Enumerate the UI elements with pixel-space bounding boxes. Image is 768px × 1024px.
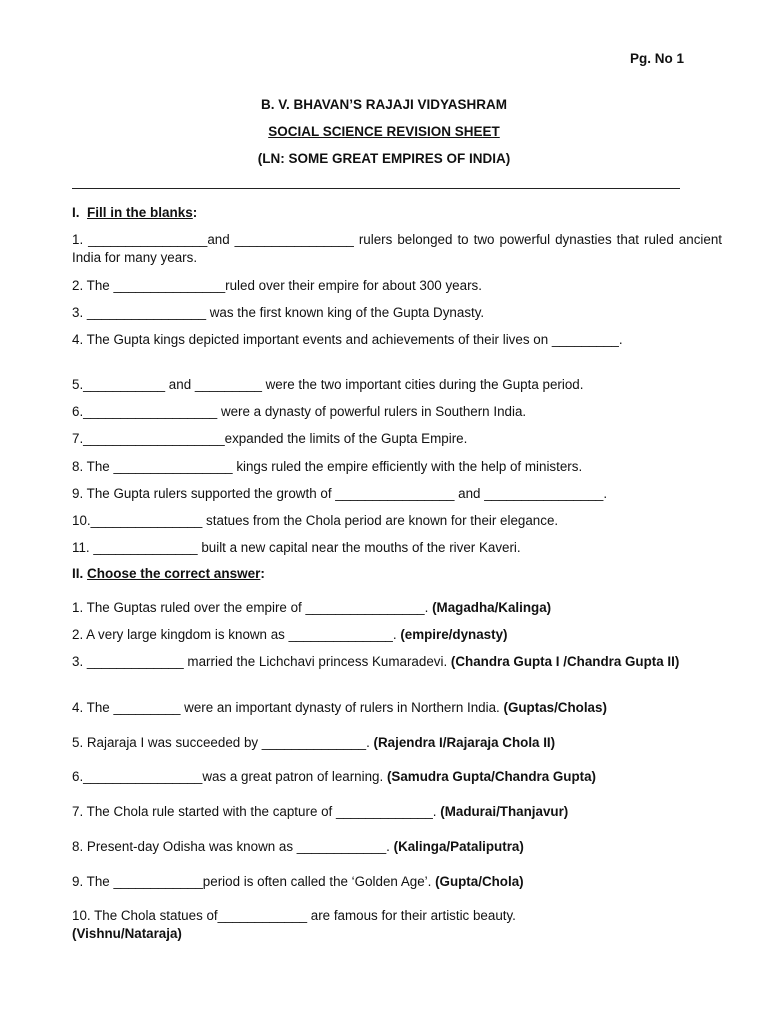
fill-blank-9: 9. The Gupta rulers supported the growth of ________________ and ________________. xyxy=(72,486,608,501)
fill-blank-5: 5.___________ and _________ were the two important cities during the Gupta period. xyxy=(72,377,584,392)
fill-blank-11: 11. ______________ built a new capital near the mouths of the river Kaveri. xyxy=(72,540,521,555)
mcq-2-options: (empire/dynasty) xyxy=(400,627,508,642)
mcq-7-options: (Madurai/Thanjavur) xyxy=(440,804,569,819)
mcq-6-text: 6.________________was a great patron of learning. xyxy=(72,769,384,784)
mcq-8-text: 8. Present-day Odisha was known as ____________. xyxy=(72,839,390,854)
section-1-numeral: I. xyxy=(72,205,80,220)
mcq-10 xyxy=(72,907,722,943)
section-2-title: Choose the correct answer xyxy=(87,566,261,581)
mcq-3-text: 3. _____________ married the Lichchavi princess Kumaradevi. xyxy=(72,654,448,669)
fill-blank-2: 2. The _______________ruled over their empire for about 300 years. xyxy=(72,278,482,293)
mcq-8 xyxy=(72,838,722,856)
section-2-numeral: II. xyxy=(72,566,84,581)
mcq-4 xyxy=(72,699,722,717)
fill-blank-7: 7.___________________expanded the limits of the Gupta Empire. xyxy=(72,431,468,446)
mcq-5-options: (Rajendra I/Rajaraja Chola II) xyxy=(373,735,556,750)
fill-blank-3: 3. ________________ was the first known king of the Gupta Dynasty. xyxy=(72,305,485,320)
section-1-heading xyxy=(72,205,197,220)
section-1-colon: : xyxy=(192,205,198,220)
mcq-4-options: (Guptas/Cholas) xyxy=(503,700,607,715)
mcq-7-text: 7. The Chola rule started with the capture of _____________. xyxy=(72,804,437,819)
mcq-2-text: 2. A very large kingdom is known as ______________. xyxy=(72,627,397,642)
mcq-7 xyxy=(72,803,722,821)
mcq-5 xyxy=(72,734,722,752)
mcq-1-text: 1. The Guptas ruled over the empire of ________________. xyxy=(72,600,429,615)
header-divider xyxy=(72,188,680,189)
mcq-2 xyxy=(72,626,722,644)
fill-blank-4: 4. The Gupta kings depicted important events and achievements of their lives on _________. xyxy=(72,332,623,347)
mcq-9-options: (Gupta/Chola) xyxy=(435,874,524,889)
section-1-title: Fill in the blanks xyxy=(87,205,193,220)
fill-blank-10: 10._______________ statues from the Chola period are known for their elegance. xyxy=(72,513,559,528)
mcq-9 xyxy=(72,873,722,891)
school-name: B. V. BHAVAN’S RAJAJI VIDYASHRAM xyxy=(260,97,508,112)
mcq-6-options: (Samudra Gupta/Chandra Gupta) xyxy=(386,769,597,784)
section-2-heading xyxy=(72,566,265,581)
fill-blank-1: 1. ________________and ________________ rulers belonged to two powerful dynasties that ruled ancient India for many years. xyxy=(72,232,722,265)
sheet-title: SOCIAL SCIENCE REVISION SHEET xyxy=(268,124,500,139)
lesson-title: (LN: SOME GREAT EMPIRES OF INDIA) xyxy=(257,151,511,166)
fill-blank-8: 8. The ________________ kings ruled the empire efficiently with the help of ministers. xyxy=(72,459,583,474)
mcq-3 xyxy=(72,653,722,671)
mcq-1-options: (Magadha/Kalinga) xyxy=(432,600,552,615)
mcq-6 xyxy=(72,768,722,786)
mcq-4-text: 4. The _________ were an important dynasty of rulers in Northern India. xyxy=(72,700,500,715)
mcq-8-options: (Kalinga/Pataliputra) xyxy=(393,839,524,854)
page-number: Pg. No 1 xyxy=(630,51,685,66)
mcq-5-text: 5. Rajaraja I was succeeded by ______________. xyxy=(72,735,370,750)
mcq-10-text: 10. The Chola statues of____________ are famous for their artistic beauty. xyxy=(72,908,516,923)
section-2-colon: : xyxy=(260,566,265,581)
mcq-3-options: (Chandra Gupta I /Chandra Gupta II) xyxy=(450,654,680,669)
mcq-9-text: 9. The ____________period is often called the ‘Golden Age’. xyxy=(72,874,432,889)
mcq-1 xyxy=(72,599,722,617)
mcq-10-options: (Vishnu/Nataraja) xyxy=(72,926,182,941)
fill-blank-6: 6.__________________ were a dynasty of powerful rulers in Southern India. xyxy=(72,404,527,419)
